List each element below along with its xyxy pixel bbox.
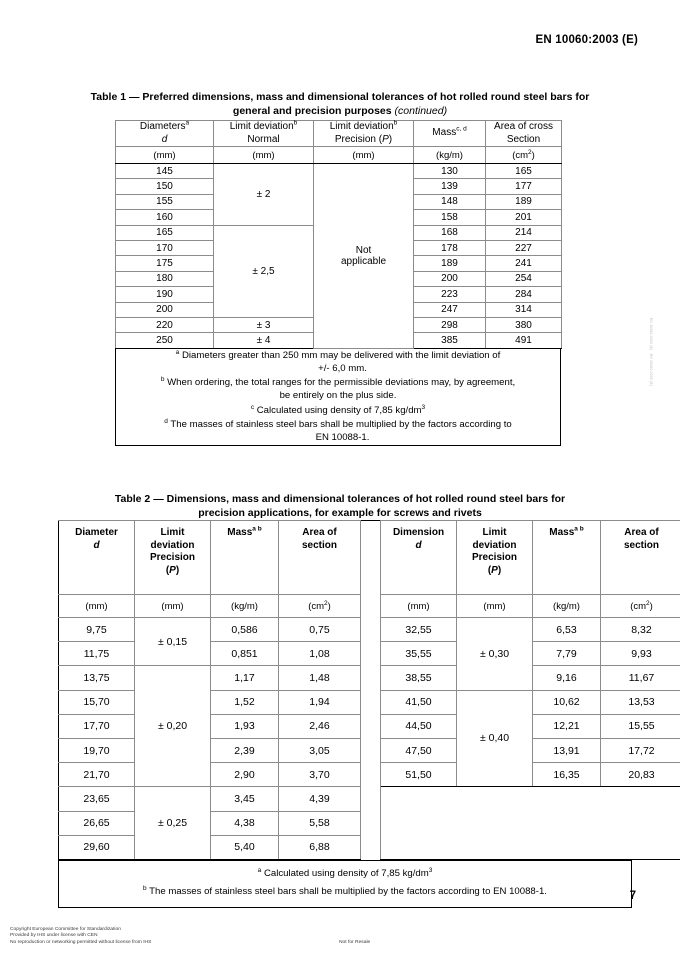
- table1-note-marker: c: [250, 403, 255, 411]
- table1-cell-area: 491: [486, 333, 562, 348]
- table1-units-area-suffix: ): [531, 149, 535, 161]
- table2-cell-limit-left: ± 0,15: [135, 618, 211, 666]
- table1-units-row: [116, 147, 562, 164]
- table2-cell-limit-left: ± 0,20: [135, 666, 211, 787]
- table1-col-limit-normal-footnote-ref: b: [293, 119, 298, 127]
- table2-gutter-cell: [361, 714, 381, 738]
- table1-cell-mass: 298: [414, 317, 486, 332]
- table2-gutter-cell: [361, 835, 381, 859]
- table2-units-area-left-suffix: ): [327, 600, 331, 612]
- table1-note-marker: b: [160, 375, 165, 383]
- table1-note-text-cont: be entirely on the plus side.: [279, 390, 397, 402]
- table2-units-dimension: (mm): [381, 595, 457, 618]
- table2-cell-area-right: 9,93: [601, 642, 680, 666]
- table2-container: [58, 520, 659, 908]
- table1-row: [116, 164, 562, 179]
- table2-cell-area-left: 2,46: [279, 714, 361, 738]
- table1-col-area-sub: Section: [506, 133, 541, 145]
- copyright-line-2: Provided by IHS under license with CEN: [10, 933, 98, 939]
- table2-cell-area-left: 0,75: [279, 618, 361, 642]
- table1-cell-area: 214: [486, 225, 562, 240]
- not-for-resale-label: Not for Resale: [339, 940, 371, 945]
- table2-cell-area-left: 3,05: [279, 738, 361, 762]
- table2-col-area-left-l1: Area of: [302, 527, 337, 538]
- table1-cell-area: 189: [486, 194, 562, 209]
- table1-cell-mass: 178: [414, 240, 486, 255]
- table2-note: [65, 883, 625, 900]
- table1-col-limit-precision-label: Limit deviation: [329, 121, 394, 132]
- table2-note-marker: b: [143, 884, 147, 892]
- table2-cell-mass-right: 7,79: [533, 642, 601, 666]
- table2-col-limit-left-l3: Precision: [149, 552, 196, 563]
- table1-note-marker: a: [175, 348, 180, 356]
- table1-col-diameters-symbol: d: [161, 133, 168, 145]
- table1-note: [116, 376, 560, 402]
- table2-units-area-right-suffix: ): [649, 600, 653, 612]
- table2-cell-area-left: 1,94: [279, 690, 361, 714]
- table2-gutter: [361, 521, 381, 595]
- table2-cell-mass-left: 3,45: [211, 787, 279, 811]
- copyright-line-1: Copyright European Committee for Standardization: [10, 927, 121, 932]
- table2-cell-area-left: 1,48: [279, 666, 361, 690]
- table1-col-diameters: [116, 121, 214, 147]
- table1-units-area-exponent: 2: [528, 148, 532, 156]
- table1-cell-diameter: 150: [116, 179, 214, 194]
- table2-col-area-right-l2: section: [623, 539, 659, 551]
- table1-notes-list: [116, 349, 560, 444]
- table1: [115, 120, 562, 349]
- table1-cell-limit-normal: ± 2,5: [214, 225, 314, 317]
- table2-row: [59, 618, 680, 642]
- table2-note-text: Calculated using density of 7,85 kg/dm: [263, 867, 429, 879]
- page-header-standard-ref: EN 10060:2003 (E): [535, 34, 638, 46]
- table2-cell-dimension: 44,50: [381, 714, 457, 738]
- table2-notes-cell: [59, 860, 632, 907]
- table2-cell-mass-right: 6,53: [533, 618, 601, 642]
- table1-cell-diameter: 250: [116, 333, 214, 348]
- table2-cell-mass-left: 5,40: [211, 835, 279, 859]
- table1-note-text: Diameters greater than 250 mm may be delivered with the limit deviation of: [181, 349, 501, 361]
- table2-units-area-right-exponent: 2: [646, 599, 650, 607]
- table2-col-dimension-label: Dimension: [392, 527, 445, 538]
- table2-cell-dimension: 35,55: [381, 642, 457, 666]
- table2-cell-area-left: 1,08: [279, 642, 361, 666]
- table1-col-mass-footnote-ref: c, d: [456, 125, 467, 133]
- copyright-notice: [10, 927, 151, 946]
- table2-cell-mass-left: 1,52: [211, 690, 279, 714]
- table2-note-exponent: 3: [428, 866, 433, 874]
- table2-units-diameter: (mm): [59, 595, 135, 618]
- copyright-line-3: No reproduction or networking permitted without license from IHS: [10, 939, 152, 945]
- table1-units-limit-precision: (mm): [314, 147, 414, 164]
- table2-col-mass-right-footnote-ref: a b: [574, 525, 584, 533]
- table2-right-empty-area: [381, 787, 680, 860]
- table2-cell-mass-left: 2,90: [211, 763, 279, 787]
- table2-col-dimension: [381, 521, 457, 595]
- table2-cell-diameter: 17,70: [59, 714, 135, 738]
- table2-col-limit-left-l1: Limit: [160, 527, 185, 538]
- table2-units-limit-left: (mm): [135, 595, 211, 618]
- table1-col-diameters-label: Diameters: [139, 121, 186, 132]
- table2-cell-mass-right: 16,35: [533, 763, 601, 787]
- table2-cell-area-left: 4,39: [279, 787, 361, 811]
- table1-col-limit-precision: [314, 121, 414, 147]
- table2-caption-line1: Table 2 — Dimensions, mass and dimensional tolerances of hot rolled round steel bars for: [114, 493, 566, 505]
- table2-units-area-right: [601, 595, 680, 618]
- table1-cell-limit-precision: [314, 164, 414, 349]
- table2-cell-dimension: 38,55: [381, 666, 457, 690]
- table2-gutter-cell: [361, 690, 381, 714]
- table2-cell-area-right: 20,83: [601, 763, 680, 787]
- table2-cell-mass-right: 9,16: [533, 666, 601, 690]
- table1-cell-area: 241: [486, 256, 562, 271]
- table2-cell-mass-right: 12,21: [533, 714, 601, 738]
- table2-gutter-cell: [361, 618, 381, 642]
- table1-note-exponent: 3: [421, 403, 426, 411]
- margin-watermark: EN 10060:2003 (E) EN 10060:2003 (E): [649, 318, 653, 387]
- table1-note-text-cont: EN 10088-1.: [315, 431, 370, 443]
- table2-col-diameter: [59, 521, 135, 595]
- table1-note: [116, 349, 560, 375]
- table1-cell-limit-normal: ± 4: [214, 333, 314, 348]
- table1-units-limit-normal: (mm): [214, 147, 314, 164]
- table2-gutter-cell: [361, 666, 381, 690]
- table1-cell-mass: 158: [414, 210, 486, 225]
- table2-cell-mass-right: 10,62: [533, 690, 601, 714]
- table1-cell-diameter: 170: [116, 240, 214, 255]
- table2-gutter-cell: [361, 642, 381, 666]
- table2-cell-mass-left: 1,93: [211, 714, 279, 738]
- table2-col-limit-left-pre: (: [165, 564, 170, 576]
- table2-cell-limit-left: ± 0,25: [135, 787, 211, 860]
- table1-caption: [80, 90, 600, 118]
- table1-col-area: [486, 121, 562, 147]
- table2-cell-dimension: 47,50: [381, 738, 457, 762]
- table2-col-limit-right-pre: (: [487, 564, 492, 576]
- table1-col-limit-precision-sub-post: ): [388, 133, 393, 145]
- table1-limit-precision-l2: applicable: [340, 255, 387, 267]
- table1-cell-diameter: 220: [116, 317, 214, 332]
- table2-caption: [40, 492, 640, 520]
- table2-col-limit-right-l1: Limit: [482, 527, 507, 538]
- table1-caption-text: Table 1 — Preferred dimensions, mass and dimensional tolerances of hot rolled round steel bars for general and precision purposes: [90, 91, 590, 117]
- table1-cell-diameter: 145: [116, 164, 214, 179]
- table1-units-area-prefix: (cm: [512, 149, 529, 161]
- table2-cell-area-left: 6,88: [279, 835, 361, 859]
- table1-cell-area: 284: [486, 287, 562, 302]
- table2-col-mass-left-label: Mass: [227, 527, 253, 538]
- table2-col-limit-left-post: ): [175, 564, 180, 576]
- table1-note-text: The masses of stainless steel bars shall be multiplied by the factors according to: [170, 418, 512, 430]
- table2-cell-diameter: 21,70: [59, 763, 135, 787]
- table2-units-area-left: [279, 595, 361, 618]
- table2-header-row: [59, 521, 680, 595]
- table2-cell-dimension: 51,50: [381, 763, 457, 787]
- table1-cell-area: 380: [486, 317, 562, 332]
- table1-cell-mass: 200: [414, 271, 486, 286]
- table1-note-text: When ordering, the total ranges for the permissible deviations may, by agreement,: [167, 377, 516, 389]
- table2-units-row: [59, 595, 680, 618]
- table2-units-limit-right: (mm): [457, 595, 533, 618]
- table1-cell-diameter: 190: [116, 287, 214, 302]
- table2-cell-diameter: 19,70: [59, 738, 135, 762]
- table2-gutter-cell: [361, 787, 381, 811]
- table2-cell-area-right: 11,67: [601, 666, 680, 690]
- table2-col-limit-right-l3: Precision: [471, 552, 518, 563]
- table1-cell-mass: 385: [414, 333, 486, 348]
- table2-gutter-cell: [361, 738, 381, 762]
- table1-notes-cell: [116, 349, 561, 446]
- table2-caption-line2: precision applications, for example for screws and rivets: [198, 507, 482, 519]
- table2-col-mass-left-footnote-ref: a b: [252, 525, 262, 533]
- table1-col-area-label: Area of cross: [494, 121, 553, 132]
- table2-units-area-left-exponent: 2: [324, 599, 328, 607]
- table2-gutter-cell: [361, 763, 381, 787]
- table1-cell-mass: 189: [414, 256, 486, 271]
- table2-cell-dimension: 41,50: [381, 690, 457, 714]
- table2-cell-diameter: 23,65: [59, 787, 135, 811]
- table1-cell-area: 177: [486, 179, 562, 194]
- table1-cell-area: 201: [486, 210, 562, 225]
- table1-col-limit-precision-footnote-ref: b: [393, 119, 398, 127]
- table1-cell-diameter: 160: [116, 210, 214, 225]
- table2-col-diameter-symbol: d: [93, 539, 100, 551]
- table2-gutter-cell: [361, 811, 381, 835]
- table1-cell-area: 165: [486, 164, 562, 179]
- table1-cell-limit-normal: ± 2: [214, 164, 314, 226]
- table2-notes-list: [65, 865, 625, 900]
- table2-note-marker: a: [257, 866, 262, 874]
- table1-cell-mass: 168: [414, 225, 486, 240]
- table2-col-area-left-l2: section: [301, 539, 337, 551]
- table2-col-limit-right-post: ): [497, 564, 502, 576]
- table2-row: [59, 666, 680, 690]
- table2-col-area-right: [601, 521, 680, 595]
- table2-col-mass-left: [211, 521, 279, 595]
- table1-container: [115, 120, 561, 446]
- table1-note: [116, 418, 560, 444]
- table2-note: [65, 865, 625, 882]
- table1-cell-limit-normal: ± 3: [214, 317, 314, 332]
- table2-cell-mass-left: 2,39: [211, 738, 279, 762]
- table1-units-mass: (kg/m): [414, 147, 486, 164]
- page-number: 7: [629, 890, 636, 902]
- table1-note-text-cont: +/- 6,0 mm.: [318, 362, 367, 374]
- table2-col-mass-right-label: Mass: [549, 527, 575, 538]
- table1-col-limit-normal-sub: Normal: [247, 133, 280, 145]
- table2-cell-mass-left: 0,586: [211, 618, 279, 642]
- table2-col-mass-right: [533, 521, 601, 595]
- table1-cell-diameter: 165: [116, 225, 214, 240]
- table1-limit-precision-l1: Not: [355, 244, 372, 256]
- table2: [58, 520, 680, 860]
- table1-cell-area: 314: [486, 302, 562, 317]
- table1-col-limit-precision-symbol: P: [382, 133, 389, 145]
- table2-note-text: The masses of stainless steel bars shall be multiplied by the factors according to EN 10088-1.: [149, 885, 547, 897]
- table2-cell-mass-left: 0,851: [211, 642, 279, 666]
- table2-cell-mass-left: 4,38: [211, 811, 279, 835]
- table2-col-dimension-symbol: d: [415, 539, 422, 551]
- table2-gutter-units: [361, 595, 381, 618]
- table1-units-diameters: (mm): [116, 147, 214, 164]
- table2-cell-limit-right: ± 0,40: [457, 690, 533, 787]
- table1-cell-mass: 223: [414, 287, 486, 302]
- table1-note-text: Calculated using density of 7,85 kg/dm: [256, 404, 422, 416]
- table2-col-diameter-label: Diameter: [75, 527, 118, 538]
- table2-cell-diameter: 13,75: [59, 666, 135, 690]
- table1-cell-mass: 139: [414, 179, 486, 194]
- table1-cell-diameter: 180: [116, 271, 214, 286]
- table2-col-limit-right-l2: deviation: [472, 539, 517, 551]
- table2-units-mass-right: (kg/m): [533, 595, 601, 618]
- table1-cell-diameter: 175: [116, 256, 214, 271]
- table2-units-area-left-prefix: (cm: [308, 600, 325, 612]
- table2-cell-diameter: 9,75: [59, 618, 135, 642]
- table1-cell-diameter: 155: [116, 194, 214, 209]
- table1-units-area: [486, 147, 562, 164]
- table2-notes-table: [58, 860, 632, 908]
- table2-cell-diameter: 26,65: [59, 811, 135, 835]
- table1-cell-mass: 130: [414, 164, 486, 179]
- table2-units-area-right-prefix: (cm: [630, 600, 647, 612]
- table1-col-mass-label: Mass: [432, 127, 457, 139]
- table1-cell-mass: 247: [414, 302, 486, 317]
- table1-cell-mass: 148: [414, 194, 486, 209]
- table2-cell-diameter: 11,75: [59, 642, 135, 666]
- table2-cell-area-right: 13,53: [601, 690, 680, 714]
- table2-cell-limit-right: ± 0,30: [457, 618, 533, 691]
- table2-units-mass-left: (kg/m): [211, 595, 279, 618]
- table2-col-limit-right-symbol: P: [491, 564, 498, 576]
- table2-col-limit-left-l2: deviation: [150, 539, 195, 551]
- table1-col-mass: [414, 121, 486, 147]
- table1-col-limit-precision-sub-pre: Precision (: [334, 133, 383, 145]
- table1-note-marker: d: [164, 417, 168, 425]
- table2-cell-area-left: 5,58: [279, 811, 361, 835]
- table1-col-diameters-footnote-ref: a: [185, 119, 190, 127]
- table1-header-row: [116, 121, 562, 147]
- table2-cell-area-right: 15,55: [601, 714, 680, 738]
- table2-col-area-left: [279, 521, 361, 595]
- table2-cell-diameter: 29,60: [59, 835, 135, 859]
- table2-cell-mass-right: 13,91: [533, 738, 601, 762]
- table2-cell-mass-left: 1,17: [211, 666, 279, 690]
- table2-col-area-right-l1: Area of: [624, 527, 659, 538]
- table2-col-limit-left: [135, 521, 211, 595]
- table1-note: [116, 404, 560, 417]
- table2-cell-dimension: 32,55: [381, 618, 457, 642]
- table1-col-limit-normal: [214, 121, 314, 147]
- table2-cell-diameter: 15,70: [59, 690, 135, 714]
- table1-col-limit-normal-label: Limit deviation: [229, 121, 294, 132]
- table2-col-limit-left-symbol: P: [169, 564, 176, 576]
- table2-row: [59, 787, 680, 811]
- table2-cell-area-right: 8,32: [601, 618, 680, 642]
- table2-cell-area-right: 17,72: [601, 738, 680, 762]
- table1-cell-area: 227: [486, 240, 562, 255]
- table1-cell-area: 254: [486, 271, 562, 286]
- table2-cell-area-left: 3,70: [279, 763, 361, 787]
- table2-col-limit-right: [457, 521, 533, 595]
- table1-caption-continued: (continued): [394, 105, 448, 117]
- table1-notes-table: [115, 349, 561, 446]
- table1-cell-diameter: 200: [116, 302, 214, 317]
